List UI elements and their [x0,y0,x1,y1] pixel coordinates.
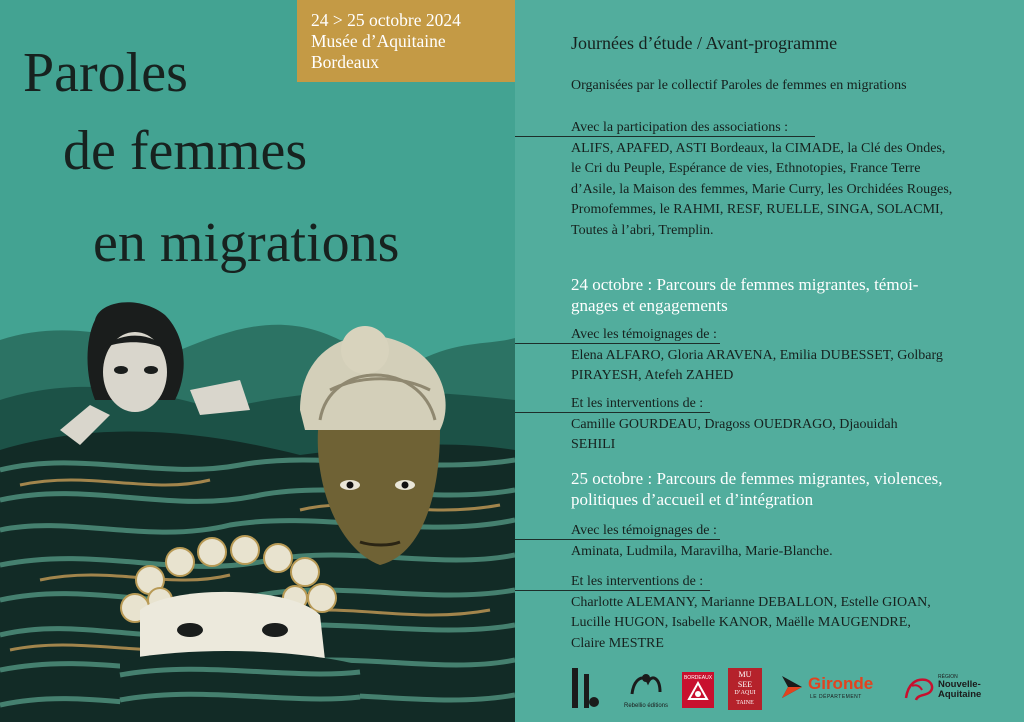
day1-title-line: 24 octobre : Parcours de femmes migrantes, témoi- [571,275,919,294]
associations-line: Promofemmes, le RAHMI, RESF, RUELLE, SINGA, SOLACMI, [571,202,944,217]
musee-label-line: MU [738,670,752,679]
event-city: Bordeaux [311,52,380,72]
partner-logos [562,664,1022,712]
bordeaux-logo [682,672,714,708]
region-logo [902,672,1012,706]
day1-interventions [571,394,1001,456]
day1-testimonies-label: Avec les témoignages de : [571,327,717,342]
rebellio-mark-icon [626,670,666,698]
women-illustration [0,280,515,722]
day2-interventions-line: Lucille HUGON, Isabelle KANOR, Maëlle MAUGENDRE, [571,615,911,630]
event-date-box [297,0,515,82]
musee-logo [728,668,762,710]
day1-interventions-line: SEHILI [571,437,616,452]
day1-title [571,274,1011,316]
day2-interventions-label: Et les interventions de : [571,574,704,589]
musee-label-line: TAINE [736,699,754,706]
day1-interventions-label: Et les interventions de : [571,396,704,411]
bordeaux-label: BORDEAUX [683,675,713,681]
day2-title-line: 25 octobre : Parcours de femmes migrantes, violences, [571,469,943,488]
lion-icon [902,674,936,704]
day2-testimonies-label: Avec les témoignages de : [571,523,717,538]
gironde-logo [780,674,890,704]
gironde-sublabel: LE DÉPARTEMENT [810,694,862,700]
poster-title-line-2: de femmes [63,120,308,182]
editions-logo [562,664,604,712]
region-top-label: RÉGION [938,674,958,680]
associations-line: le Cri du Peuple, Espérance de vies, Ethnotopies, France Terre [571,161,921,176]
associations-label: Avec la participation des associations : [571,120,789,135]
poster-title-line-1: Paroles [23,42,188,104]
region-name [938,680,981,700]
day1-interventions-line: Camille GOURDEAU, Dragoss OUEDRAGO, Djaouidah [571,416,898,432]
event-venue: Musée d’Aquitaine [311,31,446,51]
day2-title [571,468,1011,510]
day1-title-line: gnages et engagements [571,296,728,315]
day1-testimonies-line: PIRAYESH, Atefeh ZAHED [571,368,734,383]
day2-interventions-line: Claire MESTRE [571,635,664,651]
day1-testimonies-line: Elena ALFARO, Gloria ARAVENA, Emilia DUBESSET, Golbarg [571,347,943,363]
editions-mark-icon [562,664,604,712]
poster-title-line-3: en migrations [93,212,400,274]
gironde-arrow-icon [780,674,804,700]
associations-line: Toutes à l’abri, Tremplin. [571,222,714,238]
region-name-line: Nouvelle- [938,679,981,690]
program-panel [515,0,1024,722]
associations-block [571,118,1001,241]
bordeaux-crest-icon [687,681,709,701]
day2-title-line: politiques d’accueil et d’intégration [571,490,814,509]
day2-testimonies [571,521,1001,562]
associations-line: ALIFS, APAFED, ASTI Bordeaux, la CIMADE, la Clé des Ondes, [571,140,946,156]
musee-label-line: SEE [737,679,753,689]
associations-line: d’Asile, la Maison des femmes, Marie Curry, les Orchidées Rouges, [571,181,953,197]
day2-testimonies-line: Aminata, Ludmila, Maravilha, Marie-Blanche. [571,543,833,559]
rebellio-logo [622,670,670,712]
day1-testimonies [571,325,1001,387]
rebellio-label: Rebellio éditions [623,703,669,709]
musee-label-line: D’AQUI [734,690,756,696]
event-date: 24 > 25 octobre 2024 [311,10,461,30]
region-name-line: Aquitaine [938,689,982,700]
organised-by: Organisées par le collectif Paroles de femmes en migrations [571,78,907,93]
day2-interventions-line: Charlotte ALEMANY, Marianne DEBALLON, Estelle GIOAN, [571,594,931,610]
gironde-label: Gironde [808,674,874,693]
day2-interventions [571,572,1001,654]
program-heading: Journées d’étude / Avant-programme [571,33,838,53]
